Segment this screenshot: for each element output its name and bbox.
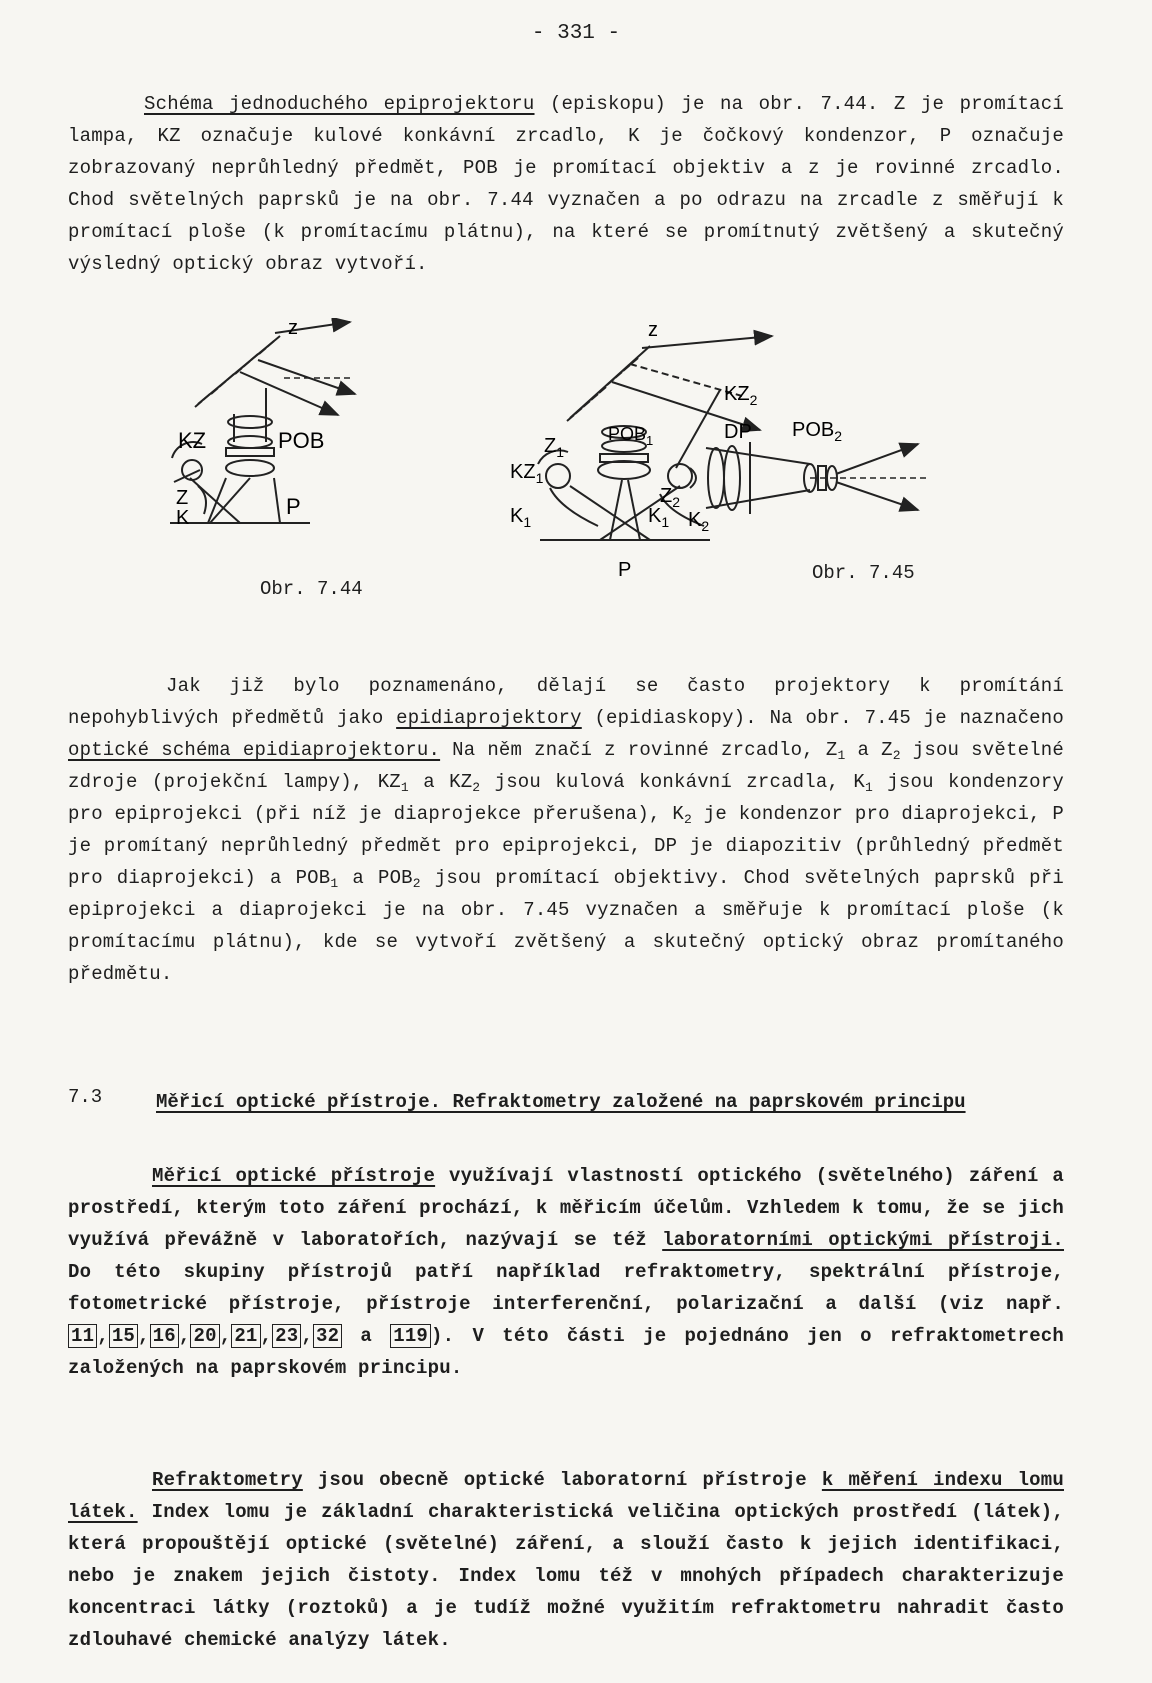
label-p: P (618, 559, 632, 578)
term-epiprojector: Schéma jednoduchého epiprojektoru (144, 93, 535, 115)
citation-ref: 20 (190, 1324, 219, 1348)
label-k2: $K_2$ (688, 509, 710, 534)
paragraph-text: (episkopu) je na obr. 7.44. Z je promítací lampa, KZ označuje kulové konkávní zrcadlo, K je čočkový kondenzor, P označuje zobrazovaný neprůhledný předmět, POB je promítací objektiv a z je rovinné zrcadlo. Chod světelných paprsků je na obr. 7.44 vyznačen a po odrazu na zrcadle z směřují k promítací ploše (k promítacímu plátnu), na které se promítnutý zvětšený a skutečný výsledný optický obraz vytvoří. (68, 93, 1064, 275)
section-title: Měřicí optické přístroje. Refraktometry založené na paprskovém principu (156, 1091, 966, 1113)
paragraph-refractometers: Refraktometry jsou obecně optické laboratorní přístroje k měření indexu lomu látek. Index lomu je základní charakteristická veličina optických prostředí (látek), která propouštějí optické (světelné) záření, a slouží často k jejich identifikaci, nebo je znakem jejich čistoty. Index lomu též v mnohých případech charakterizuje koncentraci látky (roztoků) a je tudíž možné využitím refraktometru nahradit často zdlouhavé chemické analýzy látek. (68, 1469, 1064, 1651)
label-z2: $Z_2$ (660, 485, 681, 510)
term-laboratorni-pristroje: laboratorními optickými přístroji. (662, 1229, 1064, 1251)
figure-7-44 (160, 318, 390, 573)
citation-ref: 16 (150, 1324, 179, 1348)
citation-ref: 21 (231, 1324, 260, 1348)
paragraph-epiprojector (68, 88, 1064, 280)
label-lamp-z: Z (176, 487, 189, 509)
label-k1-left: $K_1$ (510, 505, 532, 530)
label-p: P (286, 494, 301, 519)
paragraph-measuring-instruments: Měřicí optické přístroje využívají vlastností optického (světelného) záření a prostředí, kterým toto záření prochází, k měřicím účelům. Vzhledem k tomu, že se jich využívá převážně v laboratořích, nazývají se též laboratorními optickými přístroji. Do této skupiny přístrojů patří například refraktometry, spektrální přístroje, fotometrické přístroje, přístroje interferenční, polarizační a další (viz např. 11 , 15 , 16 , 20 , 21 , 23 , 32 a 119 ). V této části je pojednáno jen o refraktometrech založených na paprskovém principu. (68, 1165, 1064, 1379)
citation-ref: 23 (272, 1324, 301, 1348)
label-pob1: $POB_1$ (608, 424, 654, 448)
label-kz2: $KZ_2$ (724, 383, 758, 408)
label-pob2: $POB_2$ (792, 419, 843, 444)
figure-7-45 (510, 318, 950, 583)
label-pob: POB (278, 428, 325, 453)
term-epidiaprojektory: epidiaprojektory (396, 707, 582, 729)
citation-ref: 11 (68, 1324, 97, 1348)
term-meric-pristroje: Měřicí optické přístroje (152, 1165, 436, 1187)
caption-7-45: Obr. 7.45 (812, 562, 915, 584)
paragraph-epidiaprojector: Jak již bylo poznamenáno, dělají se často projektory k promítání nepohyblivých předmětů jako epidiaprojektory (epidiaskopy). Na obr. 7.45 je naznačeno optické schéma epidiaprojektoru. Na něm značí z rovinné zrcadlo, $Z_1$ a $Z_2$ jsou světelné zdroje (projekční lampy), $KZ_1$ a $KZ_2$ jsou kulová konkávní zrcadla, $K_1$ jsou kondenzory pro epiprojekci (při níž je diaprojekce přerušena), $K_2$ je kondenzor pro diaprojekci, P je promítaný neprůhledný předmět pro epiprojekci, DP je diapozitiv (průhledný předmět pro diaprojekci) a $POB_1$ a $POB_2$ jsou promítací objektivy. Chod světelných paprsků při epiprojekci a diaprojekci je na obr. 7.45 vyznačen a směřuje k promítací ploše (k promítacímu plátnu), kde se vytvoří zvětšený a skutečný optický obraz promítaného předmětu. (68, 675, 1064, 985)
label-dp: DP (724, 421, 752, 443)
page-number: - 331 - (531, 22, 621, 45)
label-kz: KZ (178, 428, 207, 453)
label-z: z (288, 318, 298, 339)
citation-ref: 119 (390, 1324, 431, 1348)
label-k: K (176, 507, 190, 529)
label-z: z (648, 319, 658, 341)
epidiaprojector-diagram (510, 318, 950, 578)
epiprojector-diagram (160, 318, 390, 568)
term-refraktometry: Refraktometry (152, 1469, 303, 1491)
label-z1: $Z_1$ (544, 435, 565, 460)
citation-ref: 32 (313, 1324, 342, 1348)
term-mereni-indexu-lomu: k měření indexu lomu látek. (68, 1469, 1064, 1523)
citation-ref: 15 (109, 1324, 138, 1348)
label-k1-right: $K_1$ (648, 505, 670, 530)
label-kz1: $KZ_1$ (510, 461, 544, 486)
term-opticke-schema: optické schéma epidiaprojektoru. (68, 739, 441, 761)
section-number: 7.3 (68, 1086, 103, 1108)
caption-7-44: Obr. 7.44 (260, 578, 363, 600)
